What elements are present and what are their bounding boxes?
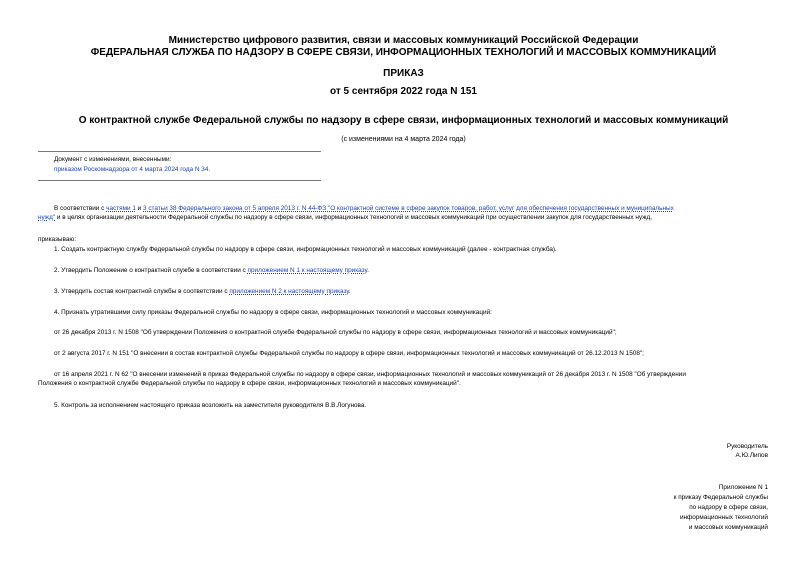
item-2 (54, 266, 369, 275)
divider-bottom (38, 180, 321, 181)
signature-role: Руководитель (726, 443, 768, 450)
appendix-line-5: и массовых коммуникаций (688, 524, 768, 531)
change-note-link[interactable] (54, 165, 210, 174)
preamble-text: и (135, 205, 144, 212)
ministry-heading: Министерство цифрового развития, связи и массовых коммуникаций Российской Федерации (168, 35, 639, 46)
item-2-text: 2. Утвердить Положение о контрактной службе в соответствии с (54, 267, 248, 274)
preamble-text: В соответствии с (54, 205, 107, 212)
law-link-part3[interactable]: 3 статьи 38 Федерального закона от 5 апреля 2013 г. N 44-ФЗ "О контрактной системе в сфере закупок товаров, работ, услуг для обеспечения государственных и муниципальных (143, 205, 674, 212)
item-3-text: 3. Утвердить состав контрактной службы в соответствии с (54, 288, 230, 295)
item-2-end: . (367, 267, 369, 274)
appendix-line-3: по надзору в сфере связи, (689, 504, 768, 511)
preamble-text: и в целях организации деятельности Федеральной службы по надзору в сфере связи, информационных технологий и массовых коммуникаций при осуществлении закупок для государственных нужд, (55, 214, 652, 221)
law-link-part1[interactable]: частями 1 (106, 205, 136, 212)
item-5: 5. Контроль за исполнением настоящего приказа возложить на заместителя руководителя В.В.Логунова. (54, 402, 367, 409)
amended-note: (с изменениями на 4 марта 2024 года) (341, 136, 466, 143)
appendix-line-1: Приложение N 1 (718, 484, 768, 491)
item-4c-line2: Положения о контрактной службе Федеральной службы по надзору в сфере связи, информационных технологий и массовых коммуникаций". (38, 380, 461, 387)
orders-label: приказываю: (38, 236, 76, 243)
item-1: 1. Создать контрактную службу Федеральной службы по надзору в сфере связи, информационных технологий и массовых коммуникаций (далее - контрактная служба). (54, 246, 557, 253)
appendix-2-link[interactable]: приложением N 2 к настоящему приказу (229, 288, 349, 295)
date-number: от 5 сентября 2022 года N 151 (330, 86, 477, 97)
preamble-line-1 (54, 204, 674, 213)
signature-name: А.Ю.Липов (735, 452, 768, 459)
service-heading: ФЕДЕРАЛЬНАЯ СЛУЖБА ПО НАДЗОРУ В СФЕРЕ СВЯЗИ, ИНФОРМАЦИОННЫХ ТЕХНОЛОГИЙ И МАССОВЫХ КОММУНИКАЦИЙ (90, 47, 717, 58)
item-4a: от 26 декабря 2013 г. N 1508 "Об утверждении Положения о контрактной службе Федеральной службы по надзору в сфере связи, информационных технологий и массовых коммуникаций"; (54, 329, 617, 336)
divider-top (38, 151, 321, 152)
item-4c-line1: от 16 апреля 2021 г. N 62 "О внесении изменений в приказ Федеральной службы по надзору в сфере связи, информационных технологий и массовых коммуникаций от 26 декабря 2013 г. N 1508 "Об утверждении (54, 371, 686, 378)
preamble-line-2 (38, 213, 652, 222)
item-4b: от 2 августа 2017 г. N 151 "О внесении в состав контрактной службы Федеральной службы по надзору в сфере связи, информационных технологий и массовых коммуникаций от 26.12.2013 N 1508"; (54, 350, 644, 357)
appendix-line-2: к приказу Федеральной службы (673, 494, 768, 501)
page-title: О контрактной службе Федеральной службы по надзору в сфере связи, информационных технологий и массовых коммуникаций (78, 115, 729, 126)
change-note-label: Документ с изменениями, внесенными: (54, 156, 172, 163)
doc-type: ПРИКАЗ (383, 68, 424, 79)
appendix-line-4: информационных технологий (679, 514, 768, 521)
law-link-cont[interactable]: нужд" (38, 214, 56, 221)
amendment-link[interactable]: приказом Роскомнадзора от 4 марта 2024 года N 34. (54, 166, 211, 173)
appendix-1-link[interactable]: приложением N 1 к настоящему приказу (247, 267, 368, 274)
item-3 (54, 287, 351, 296)
item-4: 4. Признать утратившими силу приказы Федеральной службы по надзору в сфере связи, информационных технологий и массовых коммуникаций: (54, 309, 492, 316)
item-3-end: . (348, 288, 351, 295)
